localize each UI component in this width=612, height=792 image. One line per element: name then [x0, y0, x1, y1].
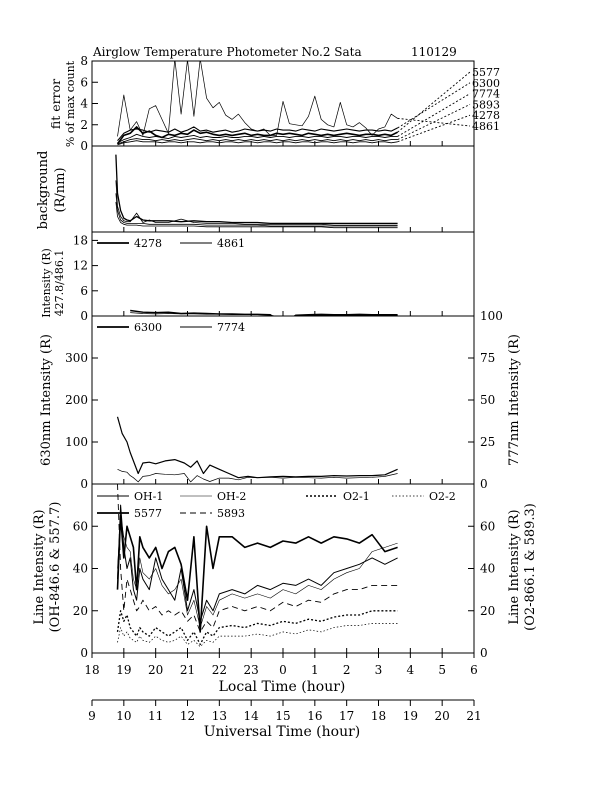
series-group-background: [116, 155, 398, 228]
series-line-background-b: [116, 180, 398, 225]
universal-time-tick-label: 17: [339, 709, 355, 723]
background-ylabel-1: background: [36, 150, 51, 230]
line-intensity-ylabel-1: Line Intensity (R): [32, 509, 47, 625]
universal-time-tick-label: 20: [434, 709, 450, 723]
local-time-tick-label: 2: [342, 663, 351, 677]
figure-title: Airglow Temperature Photometer No.2 Sata: [93, 45, 362, 59]
universal-time-tick-label: 10: [116, 709, 132, 723]
local-time-tick-label: 4: [406, 663, 415, 677]
panel-frame-background: [92, 146, 474, 232]
ytick-label-red-green-oxygen: 200: [65, 393, 88, 407]
leader-line-4278: [398, 115, 470, 142]
series-line-background-a: [116, 155, 398, 224]
leader-line-6300: [398, 83, 470, 128]
legend-label-lines: O2-2: [429, 490, 456, 503]
fit-error-ylabel-1: fit error: [48, 78, 63, 130]
line-intensity-y2label-2: (O2-866.1 & 589.3): [523, 503, 538, 631]
legend-label-red: 7774: [217, 321, 245, 334]
ytick-label-blue-intensity: 18: [72, 233, 88, 248]
series-line-fit-error-7774: [118, 134, 398, 143]
leader-line-7774: [398, 94, 470, 137]
y2tick-label-red-green-oxygen: 50: [480, 393, 496, 407]
series-line-blue-intensity-4861: [130, 313, 397, 318]
universal-time-tick-label: 21: [466, 709, 482, 723]
universal-time-tick-label: 15: [275, 709, 291, 723]
panel-frame-red-green-oxygen: [92, 316, 474, 484]
panel-frame-fit-error: [92, 61, 474, 146]
legend-label-lines: O2-1: [343, 490, 370, 503]
series-line-fit-error-4278: [118, 141, 398, 145]
red-intensity-ylabel: 630nm Intensity (R): [39, 334, 54, 466]
series-line-line-intensity-O2-1: [118, 611, 398, 645]
local-time-tick-label: 5: [438, 663, 446, 677]
side-label-4278: 4278: [472, 109, 500, 123]
ytick-label-blue-intensity: 6: [80, 283, 88, 298]
universal-time-tick-label: 12: [179, 709, 196, 723]
legend-label-blue: 4278: [134, 237, 162, 250]
chart-layers: [65, 54, 503, 723]
legend-label-blue: 4861: [217, 237, 245, 250]
ytick-label-blue-intensity: 12: [72, 258, 88, 273]
date-code: 110129: [411, 45, 457, 59]
local-time-tick-label: 22: [211, 663, 227, 677]
ytick-label-red-green-oxygen: 0: [80, 477, 88, 491]
y2tick-label-red-green-oxygen: 25: [480, 435, 496, 449]
universal-time-tick-label: 11: [148, 709, 164, 723]
legend-label-lines: OH-1: [134, 490, 164, 503]
ytick-label-fit-error: 6: [80, 75, 88, 90]
y2tick-label-line-intensity: 40: [480, 561, 496, 576]
ytick-label-red-green-oxygen: 300: [65, 351, 88, 365]
series-line-fit-error-5577: [118, 127, 398, 144]
ytick-label-line-intensity: 60: [72, 519, 88, 534]
series-line-blue-intensity-4278: [130, 311, 397, 324]
line-intensity-y2label-1: Line Intensity (R): [507, 509, 522, 625]
local-time-tick-label: 21: [179, 663, 196, 677]
universal-time-label: Universal Time (hour): [203, 724, 361, 740]
local-time-tick-label: 20: [148, 663, 164, 677]
local-time-tick-label: 18: [84, 663, 100, 677]
ytick-label-fit-error: 4: [80, 96, 88, 111]
line-intensity-ylabel-2: (OH-846.6 & 557.7): [48, 501, 63, 633]
local-time-tick-label: 19: [116, 663, 132, 677]
local-time-tick-label: 23: [243, 663, 259, 677]
y2tick-label-line-intensity: 0: [480, 646, 488, 660]
side-label-4861: 4861: [472, 120, 500, 133]
local-time-tick-label: 6: [470, 663, 478, 677]
universal-time-tick-label: 9: [88, 709, 96, 723]
side-label-5577: 5577: [472, 66, 500, 79]
ytick-label-line-intensity: 40: [72, 561, 88, 576]
universal-time-tick-label: 14: [243, 709, 259, 723]
side-label-7774: 7774: [472, 87, 500, 101]
ytick-label-line-intensity: 20: [72, 603, 88, 618]
side-label-6300: 6300: [472, 76, 500, 90]
fit-error-ylabel-2: % of max count: [64, 60, 77, 148]
ytick-label-blue-intensity: 0: [80, 309, 88, 323]
background-ylabel-2: (R/nm): [53, 167, 68, 213]
series-line-line-intensity-O2-2: [118, 623, 398, 646]
y2tick-label-red-green-oxygen: 75: [480, 351, 496, 365]
local-time-tick-label: 1: [311, 663, 319, 677]
ytick-label-fit-error: 0: [80, 139, 88, 153]
leader-line-5577: [398, 72, 470, 132]
legend-label-red: 6300: [134, 321, 162, 334]
universal-time-tick-label: 18: [370, 709, 387, 723]
y2tick-label-red-green-oxygen: 0: [480, 477, 488, 491]
side-label-5893: 5893: [472, 98, 500, 112]
legend-label-lines: OH-2: [217, 490, 247, 503]
series-group-fit-error: [118, 59, 398, 145]
red-intensity-y2label: 777nm Intensity (R): [507, 334, 522, 466]
y2tick-label-line-intensity: 20: [480, 603, 496, 618]
ytick-label-line-intensity: 0: [80, 646, 88, 660]
local-time-tick-label: 3: [374, 663, 383, 677]
universal-time-tick-label: 16: [307, 709, 323, 723]
series-line-line-intensity-OH-1: [118, 505, 398, 621]
universal-time-tick-label: 19: [402, 709, 418, 723]
ytick-label-red-green-oxygen: 100: [65, 435, 88, 449]
series-group-blue-intensity: [130, 311, 397, 324]
series-line-fit-error-4861: [118, 59, 398, 136]
legend-label-lines: 5893: [217, 507, 245, 520]
local-time-tick-label: 0: [279, 663, 287, 677]
local-time-label: Local Time (hour): [218, 679, 346, 695]
series-group-red-green-oxygen: [118, 417, 398, 482]
ytick-label-fit-error: 2: [80, 117, 88, 132]
y2tick-label-red-green-oxygen: 100: [480, 309, 503, 323]
ytick-label-fit-error: 8: [80, 54, 88, 68]
y2tick-label-line-intensity: 60: [480, 519, 496, 534]
legend-label-lines: 5577: [134, 507, 162, 520]
universal-time-tick-label: 13: [211, 709, 227, 723]
blue-intensity-ylabel-2: 427.8/486.1: [53, 249, 66, 317]
blue-intensity-ylabel-1: Intensity (R): [40, 248, 53, 318]
series-line-red-green-oxygen-6300: [118, 417, 398, 478]
